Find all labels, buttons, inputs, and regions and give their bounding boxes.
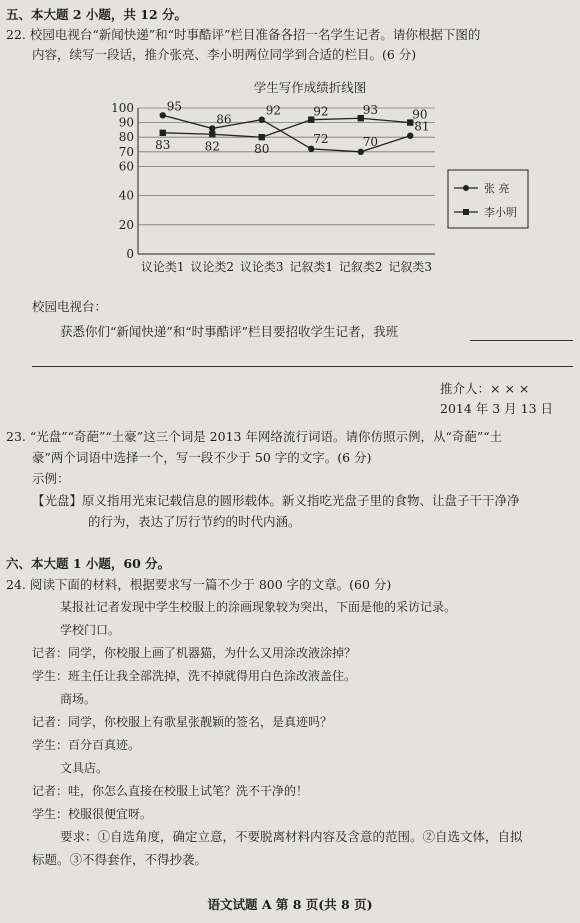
material-line-10: 学生：校服很便宜呀。 — [32, 807, 153, 821]
material-line-7: 学生：百分百真迹。 — [32, 738, 141, 752]
data-label: 92 — [265, 103, 282, 118]
data-point — [209, 125, 215, 131]
letter-body: 获悉你们“新闻快递”和“时事酷评”栏目要招收学生记者，我班 — [60, 324, 399, 339]
y-tick-label: 100 — [111, 101, 134, 115]
data-point — [259, 116, 265, 122]
data-label: 83 — [155, 137, 171, 152]
legend-box — [448, 170, 528, 228]
data-point — [308, 146, 314, 152]
material-line-2: 学校门口。 — [60, 623, 121, 637]
q22-text-line2: 内容，续写一段话，推介张亮、李小明两位同学到合适的栏目。(6 分) — [32, 47, 417, 62]
y-tick-label: 60 — [118, 159, 134, 174]
q24-text-line1: 24. 阅读下面的材料，根据要求写一篇不少于 800 字的文章。(60 分) — [6, 577, 392, 592]
blank-line-2 — [32, 366, 573, 367]
section-5-heading: 五、本大题 2 小题，共 12 分。 — [6, 7, 188, 22]
data-point — [160, 112, 166, 118]
material-line-3: 记者：同学，你校服上画了机器猫，为什么又用涂改液涂掉？ — [32, 646, 357, 660]
chart-svg — [90, 78, 530, 288]
data-label: 72 — [313, 131, 329, 146]
data-label: 86 — [216, 112, 232, 127]
y-tick-label: 20 — [118, 217, 134, 232]
letter-salutation: 校园电视台： — [32, 299, 108, 314]
data-point — [209, 131, 215, 137]
material-line-8: 文具店。 — [60, 761, 109, 775]
blank-line-1 — [470, 340, 573, 341]
data-label: 95 — [166, 99, 183, 114]
legend-label: 李小明 — [484, 206, 517, 219]
material-line-6: 记者：同学，你校服上有歌星张靓颖的签名，是真迹吗？ — [32, 715, 333, 729]
requirement-line2: 标题。③不得套作，不得抄袭。 — [32, 852, 208, 867]
x-tick-label: 记叙类2 — [338, 260, 383, 274]
material-line-1: 某报社记者发现中学生校服上的涂画现象较为突出，下面是他的采访记录。 — [60, 600, 457, 614]
legend-marker — [463, 209, 469, 215]
y-tick-label: 80 — [118, 130, 134, 145]
data-label: 80 — [254, 142, 270, 157]
data-point — [259, 134, 265, 140]
requirement-line1: 要求：①自选角度，确定立意，不要脱离材料内容及含意的范围。②自选文体，自拟 — [60, 829, 523, 844]
legend-label: 张 亮 — [484, 182, 510, 195]
letter-date: 2014 年 3 月 13 日 — [440, 401, 554, 416]
material-line-4: 学生：班主任让我全部洗掉，洗不掉就得用白色涂改液盖住。 — [32, 669, 357, 683]
legend-marker — [463, 185, 469, 191]
x-tick-label: 议论类3 — [239, 260, 284, 274]
example-label: 示例： — [32, 471, 70, 486]
data-point — [358, 149, 364, 155]
material-line-5: 商场。 — [60, 692, 97, 706]
material-line-9: 记者：哇，你怎么直接在校服上试笔？洗不干净的！ — [32, 784, 309, 798]
y-tick-label: 70 — [118, 144, 134, 159]
data-label: 90 — [412, 107, 428, 122]
recommender: 推介人：× × × — [440, 381, 530, 396]
data-point — [160, 130, 166, 136]
x-tick-label: 议论类1 — [140, 260, 185, 274]
y-tick-label: 90 — [118, 115, 134, 130]
example-line1: 【光盘】原义指用光束记载信息的圆形载体。新义指吃光盘子里的食物、让盘子干干净净 — [32, 493, 520, 508]
y-tick-label: 0 — [126, 247, 134, 261]
x-tick-label: 议论类2 — [190, 260, 235, 274]
data-label: 82 — [204, 139, 220, 154]
data-label: 93 — [362, 103, 379, 118]
q23-text-line2: 豪”两个词语中选择一个，写一段不少于 50 字的文字。(6 分) — [32, 450, 372, 465]
q23-text-line1: 23. “光盘”“奇葩”“土豪”这三个词是 2013 年网络流行词语。请你仿照示例，从“奇葩”“土 — [6, 429, 503, 444]
example-line2: 的行为，表达了厉行节约的时代内涵。 — [88, 514, 301, 529]
x-tick-label: 记叙类1 — [289, 260, 334, 274]
q22-text-line1: 22. 校园电视台“新闻快递”和“时事酷评”栏目准备各招一名学生记者。请你根据下图的 — [6, 27, 481, 42]
writing-score-chart — [90, 78, 530, 288]
section-6-heading: 六、本大题 1 小题，60 分。 — [6, 556, 171, 571]
data-label: 70 — [362, 134, 379, 149]
x-tick-label: 记叙类3 — [388, 260, 433, 274]
y-tick-label: 40 — [118, 188, 134, 203]
data-point — [407, 133, 413, 139]
data-label: 92 — [313, 104, 329, 119]
chart-title: 学生写作成绩折线图 — [253, 80, 367, 95]
data-label: 81 — [414, 119, 430, 134]
page-footer: 语文试题 A 第 8 页(共 8 页) — [207, 897, 373, 912]
